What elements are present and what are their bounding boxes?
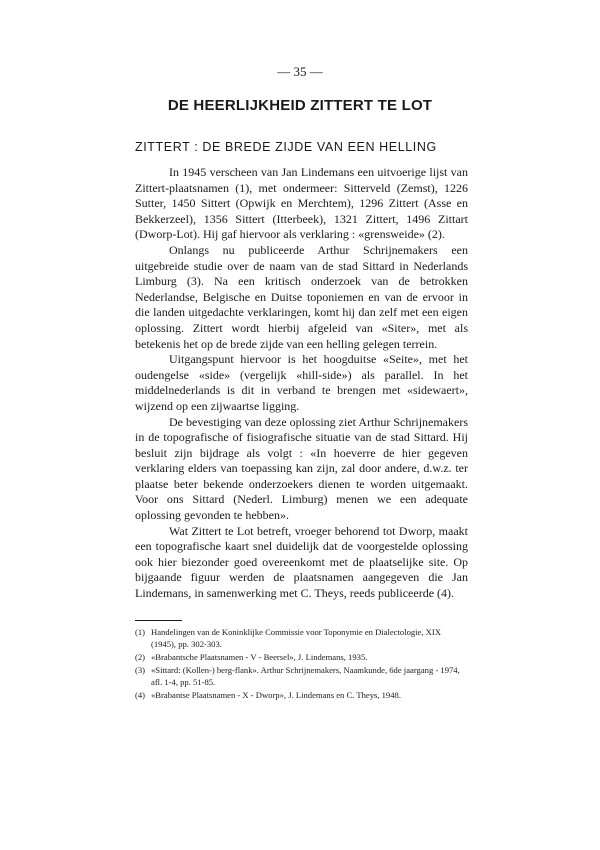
section-title: ZITTERT : DE BREDE ZIJDE VAN EEN HELLING — [135, 140, 437, 154]
paragraph: Wat Zittert te Lot betreft, vroeger behorend tot Dworp, maakt een topografische kaart snel duidelijk dat de voorgestelde oplossing ook hier biezonder goed overeenkomt met de plaatselijke site. Op bijgaande figuur werden de plaatsnamen aangegeven die Jan Lindemans, in samenwerking met C. Theys, reeds publiceerde (4). — [135, 523, 468, 601]
body-text — [135, 165, 468, 602]
paragraph: In 1945 verscheen van Jan Lindemans een uitvoerige lijst van Zittert-plaatsnamen (1), met ondermeer: Sitterveld (Zemst), 1226 Sutter, 1450 Sittert (Opwijk en Merchtem), 1296 Zittert (Asse en Bekkerzeel), 1356 Sittert (Itterbeek), 1321 Zittert, 1496 Zittart (Dworp-Lot). Hij gaf hiervoor als verklaring : «grensweide» (2). — [135, 165, 468, 242]
paragraph: Uitgangspunt hiervoor is het hoogduitse «Seite», met het oudengelse «side» (vergelijk «hill-side») als parallel. In het middelnederlands is dit in verband te brengen met «sidewaert», wijzend op een zijwaartse ligging. — [135, 352, 468, 413]
chapter-title: DE HEERLIJKHEID ZITTERT TE LOT — [167, 97, 433, 114]
footnote — [135, 651, 468, 663]
footnote-text: «Brabantsche Plaatsnamen - V - Beersel», J. Lindemans, 1935. — [151, 652, 368, 662]
footnote-divider — [135, 620, 182, 621]
footnote — [135, 689, 468, 701]
footnote-text: «Sittard: (Kollen-) berg-flank». Arthur Schrijnemakers, Naamkunde, 6de jaargang - 1974, afl. 1-4, pp. 51-85. — [151, 665, 460, 687]
footnote — [135, 626, 468, 650]
footnote-text: Handelingen van de Koninklijke Commissie voor Toponymie en Dialectologie, XIX (1945), pp. 302-303. — [151, 627, 441, 649]
footnote-number: (1) — [135, 627, 146, 637]
footnote-number: (4) — [135, 690, 146, 700]
footnotes — [135, 626, 468, 702]
paragraph: De bevestiging van deze oplossing ziet Arthur Schrijnemakers in de topografische of fisiografische situatie van de stad Sittard. Hij besluit zijn bijdrage als volgt : «In hoeverre de hier gegeven verklaring elders van toepassing kan zijn, zal door andere, d.w.z. ter plaatse beter bekende onderzoekers dienen te worden uitgemaakt. Voor ons Sittard (Nederl. Limburg) menen we een adequate oplossing gevonden te hebben». — [135, 414, 468, 523]
footnote-number: (3) — [135, 665, 146, 675]
footnote-number: (2) — [135, 652, 146, 662]
footnote — [135, 664, 468, 688]
footnote-text: «Brabantse Plaatsnamen - X - Dworp», J. Lindemans en C. Theys, 1948. — [151, 690, 401, 700]
paragraph: Onlangs nu publiceerde Arthur Schrijnemakers een uitgebreide studie over de naam van de stad Sittard in Nederlands Limburg (3). Na een kritisch onderzoek van de betrokken Nederlandse, Belgische en Duitse toponiemen en van de ervoor in die landen uitgedachte verklaringen, komt hij dan zelf met een eigen oplossing. Zittert wordt hierbij afgeleid van «Siter», met als betekenis het op de brede zijde van een helling gelegen terrein. — [135, 242, 468, 351]
page-number: — 35 — — [277, 64, 323, 79]
